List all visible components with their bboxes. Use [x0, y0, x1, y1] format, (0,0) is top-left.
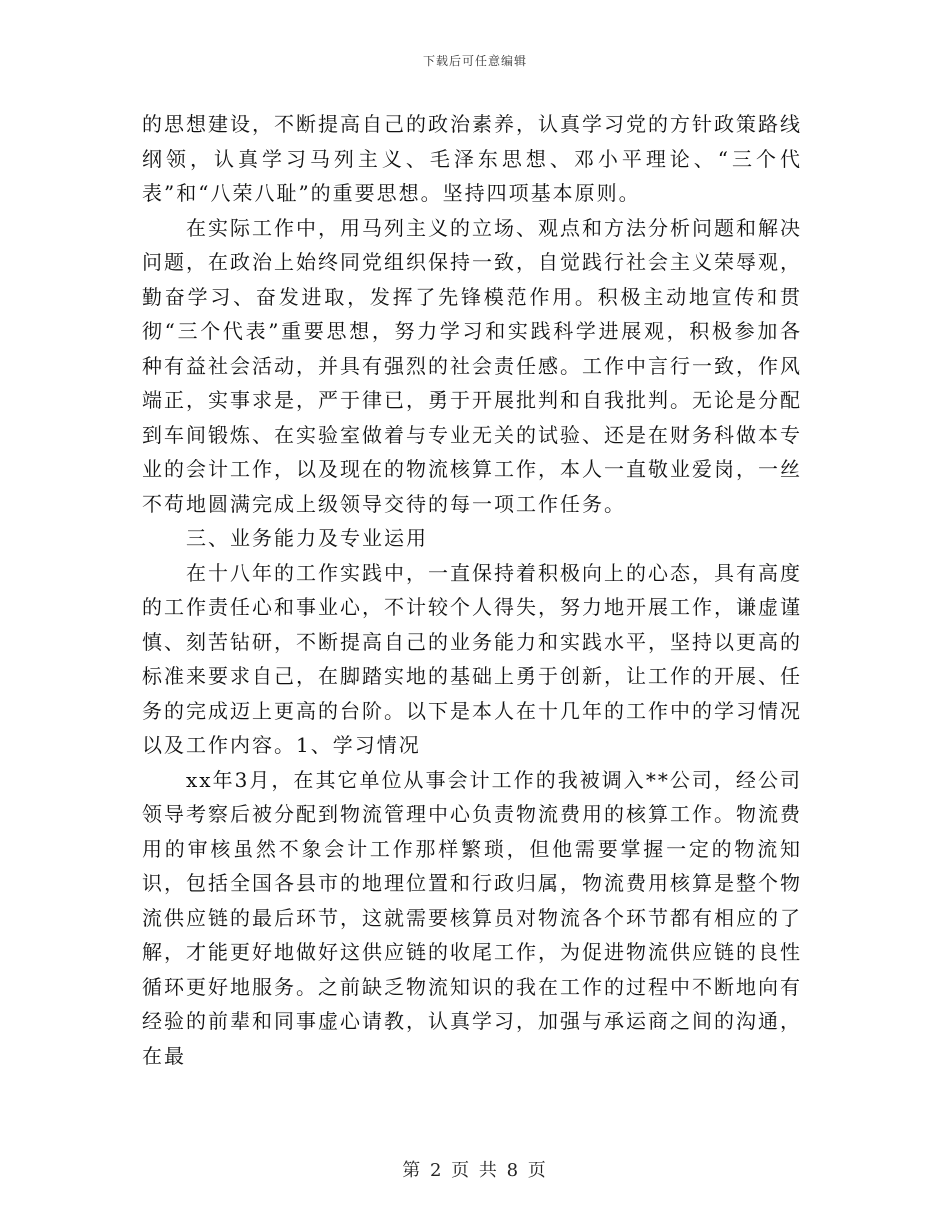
paragraph-4: xx年3月，在其它单位从事会计工作的我被调入**公司，经公司领导考察后被分配到物流管理中心负责物流费用的核算工作。物流费用的审核虽然不象会计工作那样繁琐，但他需要掌握一定的物流知识，包括全国各县市的地理位置和行政归属，物流费用核算是整个物流供应链的最后环节，这就需要核算员对物流各个环节都有相应的了解，才能更好地做好这供应链的收尾工作，为促进物流供应链的良性循环更好地服务。之前缺乏物流知识的我在工作的过程中不断地向有经验的前辈和同事虚心请教，认真学习，加强与承运商之间的沟通，在最	[142, 767, 802, 1068]
document-body	[142, 107, 802, 1073]
page-header: 下载后可任意编辑	[422, 54, 527, 68]
page-footer: 第 2 页 共 8 页	[402, 1160, 548, 1181]
paragraph-1: 的思想建设，不断提高自己的政治素养，认真学习党的方针政策路线纲领，认真学习马列主义、毛泽东思想、邓小平理论、“三个代表”和“八荣八耻”的重要思想。坚持四项基本原则。	[142, 112, 802, 205]
section-heading: 三、业务能力及专业运用	[186, 526, 428, 550]
paragraph-3: 在十八年的工作实践中，一直保持着积极向上的心态，具有高度的工作责任心和事业心，不计较个人得失，努力地开展工作，谦虚谨慎、刻苦钻研，不断提高自己的业务能力和实践水平，坚持以更高的标准来要求自己，在脚踏实地的基础上勇于创新，让工作的开展、任务的完成迈上更高的台阶。以下是本人在十几年的工作中的学习情况以及工作内容。1、学习情况	[142, 560, 802, 757]
paragraph-2: 在实际工作中，用马列主义的立场、观点和方法分析问题和解决问题，在政治上始终同党组织保持一致，自觉践行社会主义荣辱观，勤奋学习、奋发进取，发挥了先锋模范作用。积极主动地宣传和贯彻“三个代表”重要思想，努力学习和实践科学进展观，积极参加各种有益社会活动，并具有强烈的社会责任感。工作中言行一致，作风端正，实事求是，严于律已，勇于开展批判和自我批判。无论是分配到车间锻炼、在实验室做着与专业无关的试验、还是在财务科做本专业的会计工作，以及现在的物流核算工作，本人一直敬业爱岗，一丝不苟地圆满完成上级领导交待的每一项工作任务。	[142, 215, 802, 516]
